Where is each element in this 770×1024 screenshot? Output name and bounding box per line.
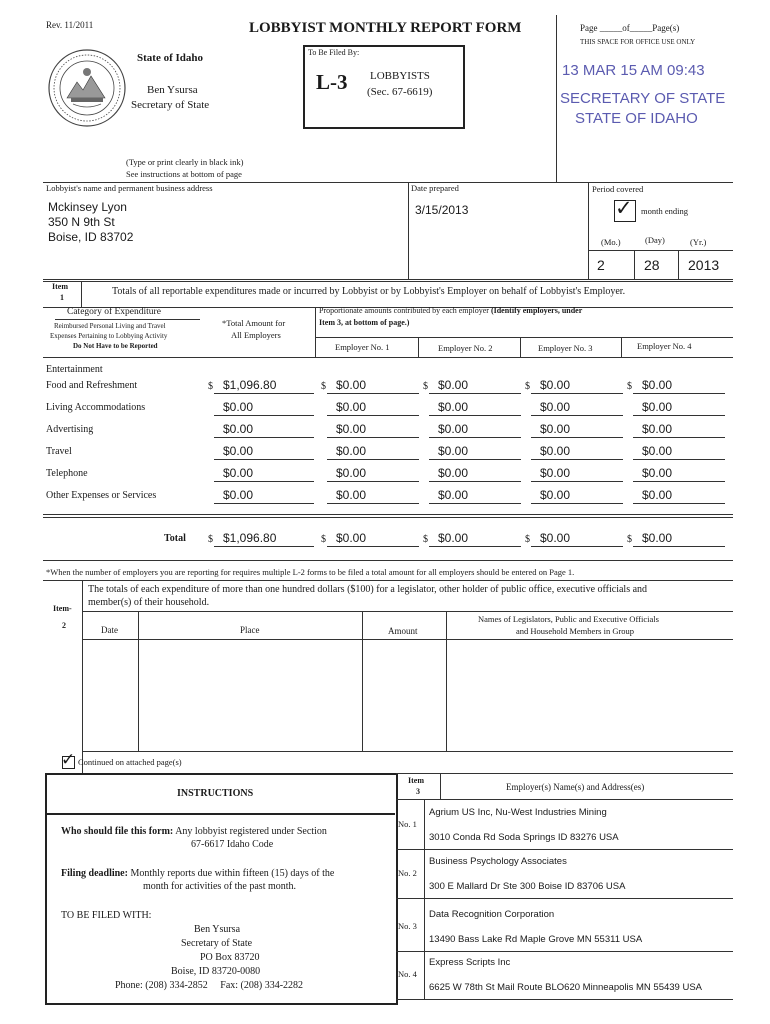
employer-no-2-header: Employer No. 2 bbox=[438, 343, 493, 353]
lobbyist-city[interactable]: Boise, ID 83702 bbox=[48, 230, 134, 244]
item3-label: Item bbox=[408, 776, 424, 785]
office-use-label: THIS SPACE FOR OFFICE USE ONLY bbox=[580, 38, 696, 46]
employer-no-1-header: Employer No. 1 bbox=[335, 342, 390, 352]
total-header-2: All Employers bbox=[231, 330, 281, 340]
item2-number: 2 bbox=[62, 621, 66, 630]
expense-amount[interactable]: $0.00 bbox=[336, 466, 367, 480]
employer-no-4-header: Employer No. 4 bbox=[637, 341, 692, 351]
proportionate-header-1: Proportionate amounts contributed by each employer (Identify employers, under bbox=[319, 306, 583, 315]
expense-amount[interactable]: $0.00 bbox=[540, 466, 571, 480]
employer-name[interactable]: Agrium US Inc, Nu-West Industries Mining bbox=[429, 807, 607, 818]
currency-symbol: $ bbox=[321, 381, 326, 392]
page-count: Page _____of_____Page(s) bbox=[580, 23, 680, 33]
employer-address[interactable]: 6625 W 78th St Mail Route BLO620 Minneapolis MN 55439 USA bbox=[429, 982, 703, 993]
expense-amount[interactable]: $0.00 bbox=[223, 444, 254, 458]
expense-amount[interactable]: $0.00 bbox=[336, 378, 367, 392]
expense-amount[interactable]: $0.00 bbox=[642, 444, 673, 458]
sos-name: Ben Ysursa bbox=[194, 924, 241, 935]
expense-amount[interactable]: $0.00 bbox=[336, 488, 367, 502]
item2-col-names-1: Names of Legislators, Public and Executive Officials bbox=[478, 614, 659, 624]
currency-symbol: $ bbox=[525, 381, 530, 392]
sos-po-box: PO Box 83720 bbox=[200, 952, 260, 963]
employer-name[interactable]: Data Recognition Corporation bbox=[429, 909, 555, 920]
item2-col-place: Place bbox=[240, 625, 260, 635]
employer-name[interactable]: Business Psychology Associates bbox=[429, 856, 567, 867]
expense-amount[interactable]: $1,096.80 bbox=[223, 378, 277, 392]
filing-deadline: Filing deadline: Monthly reports due within fifteen (15) days of the bbox=[61, 868, 335, 879]
row-label: Living Accommodations bbox=[46, 402, 146, 413]
month-label: (Mo.) bbox=[601, 237, 621, 247]
item2-heading-2: member(s) of their household. bbox=[88, 597, 210, 608]
employer-address[interactable]: 300 E Mallard Dr Ste 300 Boise ID 83706 USA bbox=[429, 881, 626, 892]
total-amount[interactable]: $0.00 bbox=[336, 531, 367, 545]
form-name: LOBBYISTS bbox=[370, 70, 430, 82]
received-stamp-office: SECRETARY OF STATE bbox=[560, 90, 726, 107]
period-covered-label: Period covered bbox=[592, 184, 644, 194]
currency-symbol: $ bbox=[627, 381, 632, 392]
total-label: Total bbox=[164, 533, 186, 544]
sos-title: Secretary of State bbox=[181, 938, 253, 949]
currency-symbol: $ bbox=[208, 381, 213, 392]
checkmark-icon: ✓ bbox=[61, 750, 76, 770]
item2-col-amount: Amount bbox=[388, 626, 418, 636]
form-title: LOBBYIST MONTHLY REPORT FORM bbox=[249, 20, 522, 36]
employer-address[interactable]: 3010 Conda Rd Soda Springs ID 83276 USA bbox=[429, 832, 619, 843]
currency-symbol: $ bbox=[321, 534, 326, 545]
expense-amount[interactable]: $0.00 bbox=[223, 488, 254, 502]
expense-amount[interactable]: $0.00 bbox=[438, 444, 469, 458]
received-stamp-date: 13 MAR 15 AM 09:43 bbox=[562, 62, 705, 79]
total-amount[interactable]: $0.00 bbox=[540, 531, 571, 545]
expense-amount[interactable]: $0.00 bbox=[336, 444, 367, 458]
print-instruction: (Type or print clearly in black ink) bbox=[126, 157, 244, 167]
currency-symbol: $ bbox=[208, 534, 213, 545]
expense-amount[interactable]: $0.00 bbox=[336, 422, 367, 436]
expense-amount[interactable]: $0.00 bbox=[540, 444, 571, 458]
year-label: (Yr.) bbox=[690, 237, 707, 247]
employer-number: No. 4 bbox=[398, 969, 417, 979]
expense-amount[interactable]: $0.00 bbox=[223, 400, 254, 414]
expense-amount[interactable]: $0.00 bbox=[336, 400, 367, 414]
row-label: Advertising bbox=[46, 424, 94, 435]
item3-number: 3 bbox=[416, 787, 420, 796]
expense-amount[interactable]: $0.00 bbox=[540, 422, 571, 436]
see-instruction: See instructions at bottom of page bbox=[126, 169, 242, 179]
expense-amount[interactable]: $0.00 bbox=[438, 400, 469, 414]
item3-header: Employer(s) Name(s) and Address(es) bbox=[506, 782, 645, 792]
received-stamp-state: STATE OF IDAHO bbox=[575, 110, 698, 127]
employer-number: No. 1 bbox=[398, 819, 417, 829]
expense-amount[interactable]: $0.00 bbox=[438, 378, 469, 392]
category-note-1: Reimbursed Personal Living and Travel bbox=[54, 322, 166, 330]
idaho-state-seal-icon bbox=[47, 48, 127, 128]
employer-no-3-header: Employer No. 3 bbox=[538, 343, 593, 353]
currency-symbol: $ bbox=[627, 534, 632, 545]
expense-amount[interactable]: $0.00 bbox=[438, 422, 469, 436]
filed-with-label: TO BE FILED WITH: bbox=[61, 910, 152, 921]
row-label: Travel bbox=[46, 446, 72, 457]
item2-label: Item- bbox=[53, 604, 72, 613]
row-label: Food and Refreshment bbox=[46, 380, 138, 391]
total-amount[interactable]: $0.00 bbox=[642, 531, 673, 545]
category-note-3: Do Not Have to be Reported bbox=[73, 342, 158, 350]
expense-amount[interactable]: $0.00 bbox=[642, 488, 673, 502]
instructions-title: INSTRUCTIONS bbox=[177, 788, 254, 799]
item1-number: 1 bbox=[60, 293, 64, 302]
month-ending-label: month ending bbox=[641, 206, 688, 216]
item1-label: Item bbox=[52, 282, 68, 291]
total-amount[interactable]: $1,096.80 bbox=[223, 531, 277, 545]
filing-deadline-2: month for activities of the past month. bbox=[143, 881, 297, 892]
expense-amount[interactable]: $0.00 bbox=[540, 400, 571, 414]
proportionate-header-2: Item 3, at bottom of page.) bbox=[319, 318, 410, 327]
row-label: Other Expenses or Services bbox=[46, 490, 157, 501]
item2-col-names-2: and Household Members in Group bbox=[516, 626, 635, 636]
form-section: (Sec. 67-6619) bbox=[367, 86, 433, 98]
period-year-value[interactable]: 2013 bbox=[688, 257, 720, 273]
expense-amount[interactable]: $0.00 bbox=[223, 466, 254, 480]
lobbyist-street[interactable]: 350 N 9th St bbox=[48, 215, 115, 229]
total-header-1: *Total Amount for bbox=[222, 318, 286, 328]
category-note-2: Expenses Pertaining to Lobbying Activity bbox=[50, 332, 168, 340]
date-prepared-label: Date prepared bbox=[411, 183, 459, 193]
expense-amount[interactable]: $0.00 bbox=[540, 378, 571, 392]
sos-city: Boise, ID 83720-0080 bbox=[171, 966, 261, 977]
expense-amount[interactable]: $0.00 bbox=[438, 466, 469, 480]
day-label: (Day) bbox=[645, 235, 665, 245]
form-number: L-3 bbox=[316, 70, 348, 94]
employer-address[interactable]: 13490 Bass Lake Rd Maple Grove MN 55311 USA bbox=[429, 934, 643, 945]
item2-heading-1: The totals of each expenditure of more than one hundred dollars ($100) for a legislator, other holder of public office, executive officials and bbox=[88, 584, 648, 595]
row-label: Telephone bbox=[46, 468, 88, 479]
currency-symbol: $ bbox=[525, 534, 530, 545]
period-day-value[interactable]: 28 bbox=[644, 257, 660, 273]
period-month-value[interactable]: 2 bbox=[597, 257, 605, 273]
currency-symbol: $ bbox=[423, 381, 428, 392]
item1-footnote: *When the number of employers you are reporting for requires multiple L-2 forms to be filed a total amount for all employers should be entered on Page 1. bbox=[46, 567, 575, 577]
category-title: Category of Expenditure bbox=[67, 307, 161, 317]
date-prepared-value[interactable]: 3/15/2013 bbox=[415, 203, 469, 217]
currency-symbol: $ bbox=[423, 534, 428, 545]
revision-label: Rev. 11/2011 bbox=[46, 20, 94, 30]
item1-heading: Totals of all reportable expenditures made or incurred by Lobbyist or by Lobbyist's Employer on behalf of Lobbyist's Employer. bbox=[112, 286, 626, 297]
expense-amount[interactable]: $0.00 bbox=[540, 488, 571, 502]
expense-amount[interactable]: $0.00 bbox=[642, 378, 673, 392]
item2-col-date: Date bbox=[101, 625, 118, 635]
official-name: Ben Ysursa bbox=[147, 84, 198, 96]
employer-number: No. 2 bbox=[398, 868, 417, 878]
continued-label: Continued on attached page(s) bbox=[78, 757, 182, 767]
expense-amount[interactable]: $0.00 bbox=[438, 488, 469, 502]
expense-amount[interactable]: $0.00 bbox=[642, 422, 673, 436]
official-title: Secretary of State bbox=[131, 99, 210, 111]
row-label-entertainment: Entertainment bbox=[46, 364, 103, 375]
total-amount[interactable]: $0.00 bbox=[438, 531, 469, 545]
checkmark-icon: ✓ bbox=[615, 196, 633, 220]
lobbyist-address-label: Lobbyist's name and permanent business address bbox=[46, 183, 213, 193]
filed-by-label: To Be Filed By: bbox=[308, 48, 360, 57]
sos-phone-fax: Phone: (208) 334-2852 Fax: (208) 334-2282 bbox=[115, 980, 304, 991]
who-should-file: Who should file this form: Any lobbyist registered under Section bbox=[61, 826, 327, 837]
expense-amount[interactable]: $0.00 bbox=[642, 466, 673, 480]
who-should-file-2: 67-6617 Idaho Code bbox=[191, 839, 274, 850]
lobbyist-name[interactable]: Mckinsey Lyon bbox=[48, 200, 127, 214]
expense-amount[interactable]: $0.00 bbox=[642, 400, 673, 414]
expense-amount[interactable]: $0.00 bbox=[223, 422, 254, 436]
state-name: State of Idaho bbox=[137, 52, 204, 64]
employer-number: No. 3 bbox=[398, 921, 417, 931]
employer-name[interactable]: Express Scripts Inc bbox=[429, 957, 511, 968]
